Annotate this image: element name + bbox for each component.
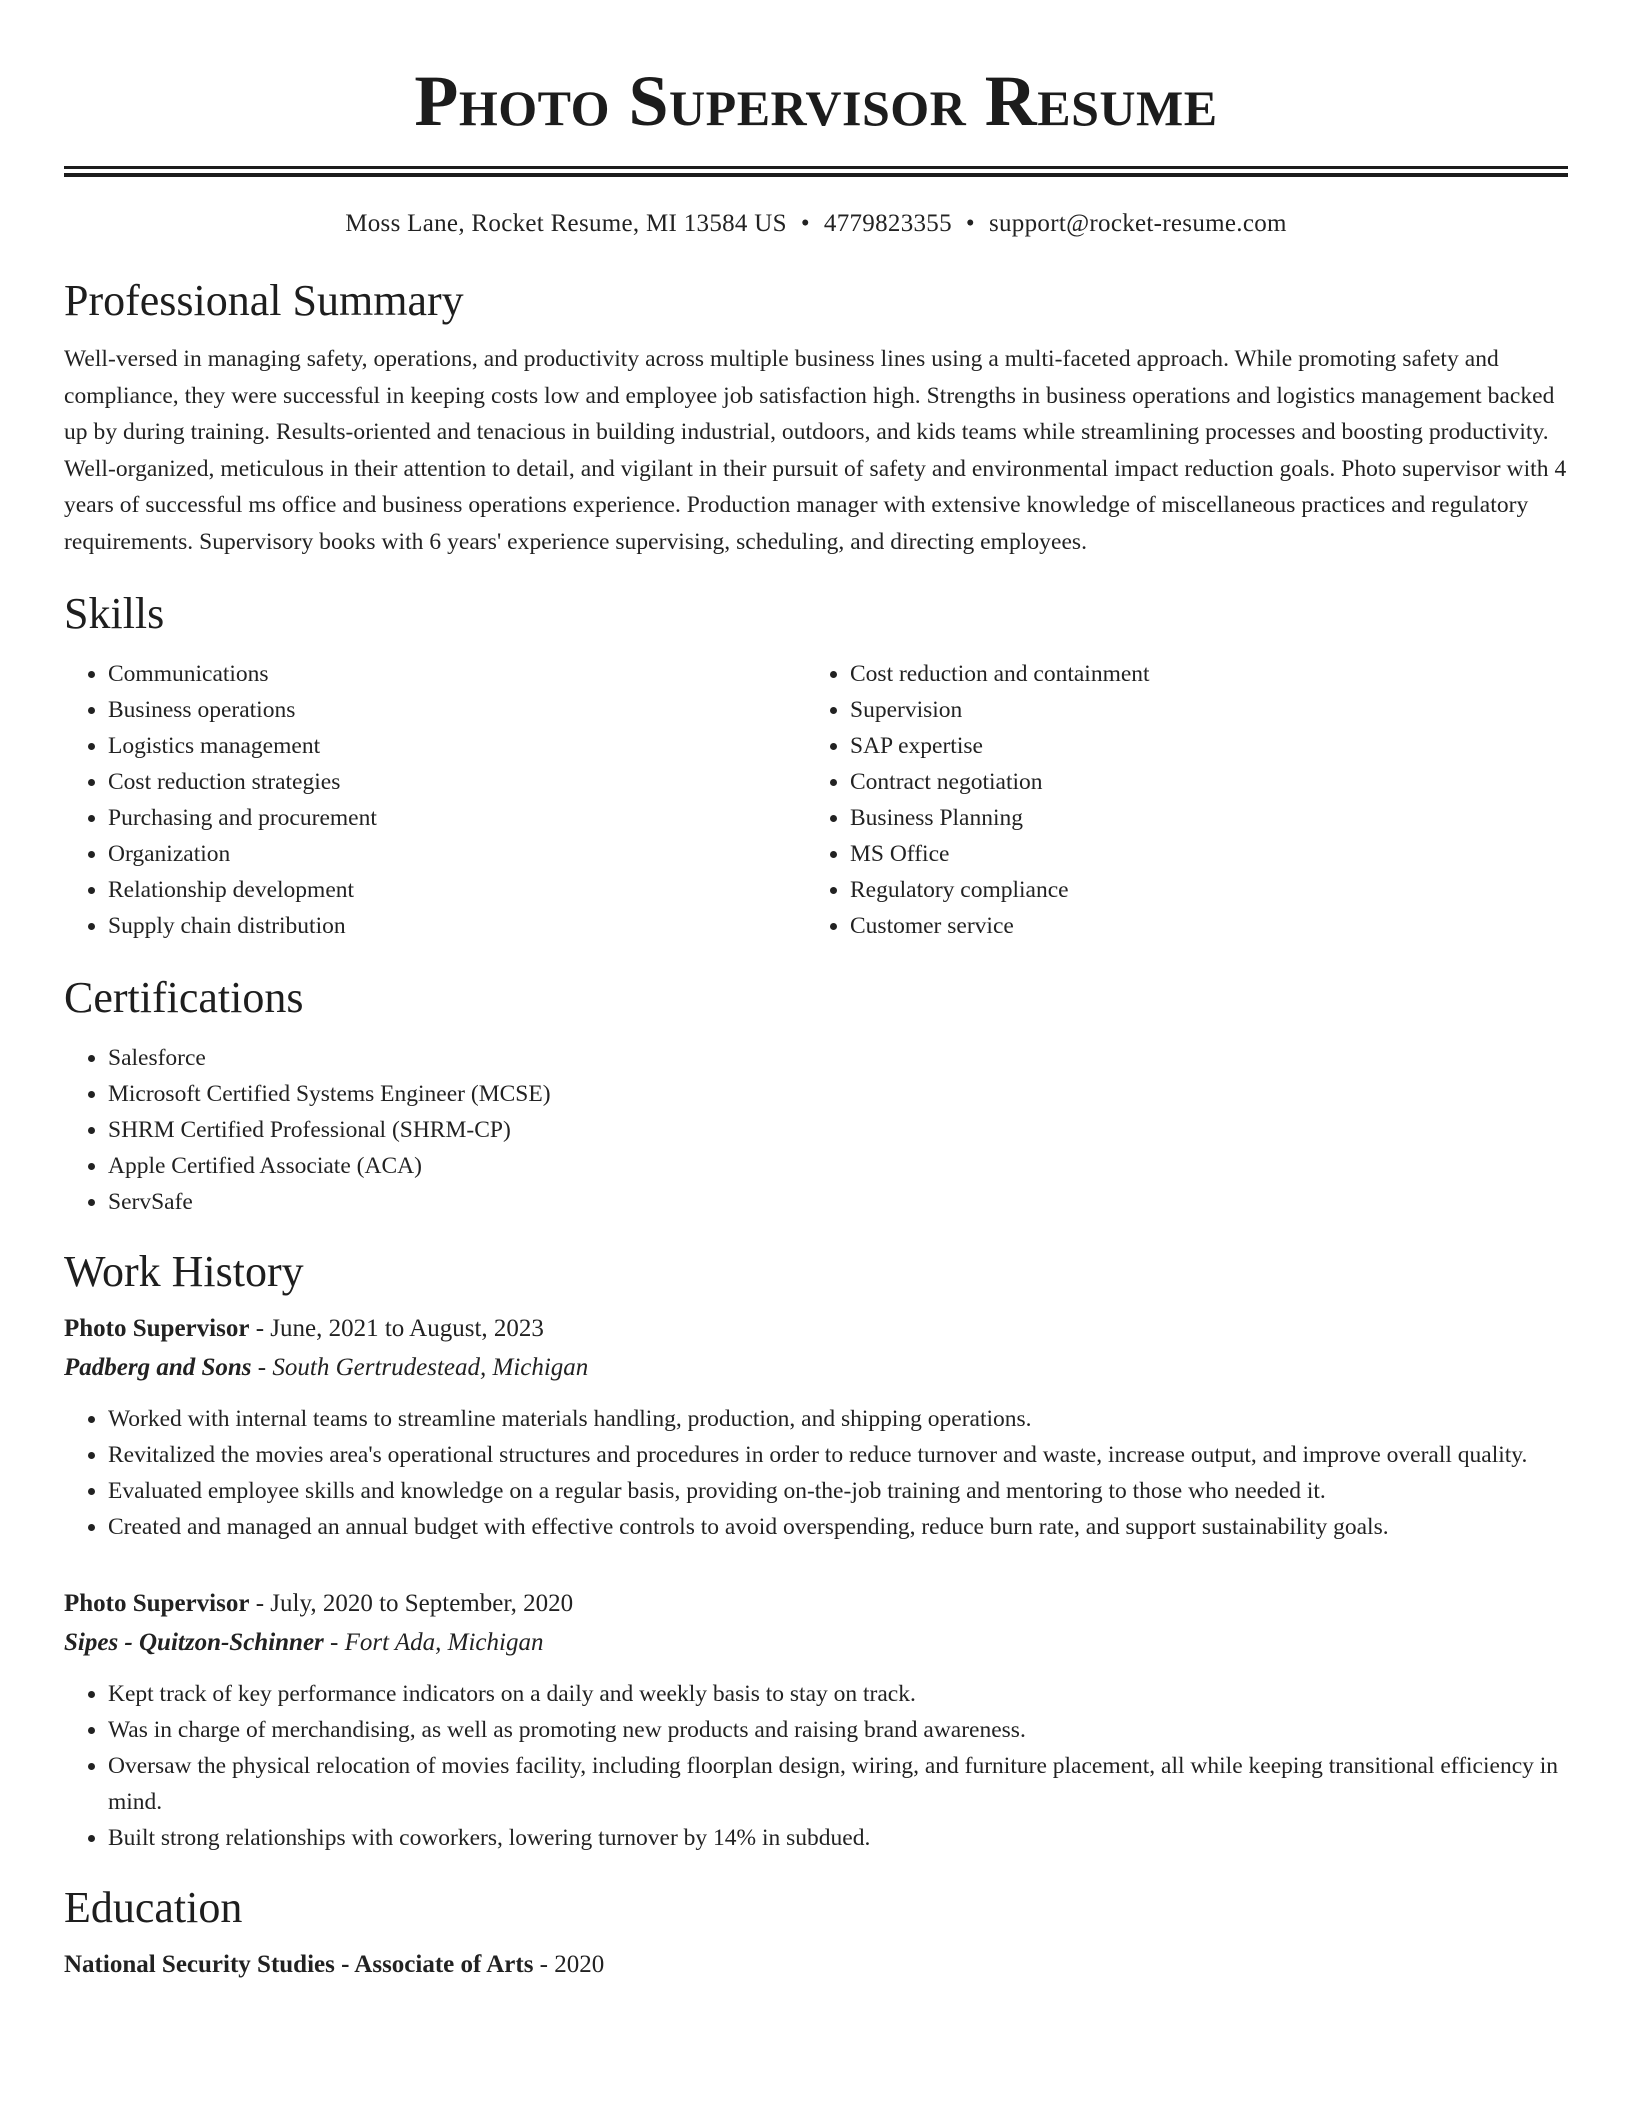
skill-item: • MS Office	[850, 836, 1150, 872]
title-double-rule	[64, 166, 1568, 177]
certification-item: • Microsoft Certified Systems Engineer (MCSE)	[108, 1076, 1568, 1112]
contact-separator: •	[800, 210, 810, 237]
job-location: - Fort Ada, Michigan	[323, 1629, 544, 1656]
job-bullet: • Evaluated employee skills and knowledge on a regular basis, providing on-the-job training and mentoring to those who needed it.	[108, 1473, 1568, 1509]
job-company-line	[64, 1628, 1568, 1658]
job-company: Padberg and Sons	[64, 1354, 252, 1381]
education-entry	[64, 1950, 1568, 1980]
skill-item: • Business Planning	[850, 800, 1150, 836]
certification-item: • SHRM Certified Professional (SHRM-CP)	[108, 1112, 1568, 1148]
contact-separator: •	[965, 210, 975, 237]
contact-address: Moss Lane, Rocket Resume, MI 13584 US	[345, 210, 787, 237]
skill-item: • SAP expertise	[850, 728, 1150, 764]
contact-phone: 4779823355	[823, 210, 952, 237]
job-dates: - July, 2020 to September, 2020	[249, 1590, 574, 1617]
education-heading: Education	[64, 1883, 243, 1932]
certifications-heading: Certifications	[64, 973, 304, 1022]
skill-item: • Contract negotiation	[850, 764, 1150, 800]
education-year: - 2020	[533, 1951, 605, 1978]
skill-item: • Business operations	[108, 692, 806, 728]
resume-title: Photo Supervisor Resume	[414, 61, 1218, 141]
skills-heading: Skills	[64, 589, 165, 638]
work-history-heading: Work History	[64, 1247, 304, 1296]
summary-text: Well-versed in managing safety, operations, and productivity across multiple business lines using a multi-faceted approach. While promoting safety and compliance, they were successful in keeping costs low and employee job satisfaction high. Strengths in business operations and logistics management backed up by during training. Results-oriented and tenacious in building industrial, outdoors, and kids teams while streamlining processes and boosting productivity. Well-organized, meticulous in their attention to detail, and vigilant in their pursuit of safety and environmental impact reduction goals. Photo supervisor with 4 years of successful ms office and business operations experience. Production manager with extensive knowledge of miscellaneous practices and regulatory requirements. Supervisory books with 6 years' experience supervising, scheduling, and directing employees.	[64, 346, 1567, 555]
job-dates: - June, 2021 to August, 2023	[249, 1315, 544, 1342]
job-title-line	[64, 1589, 1568, 1619]
job-bullet: • Worked with internal teams to streamline materials handling, production, and shipping operations.	[108, 1401, 1568, 1437]
skill-item: • Logistics management	[108, 728, 806, 764]
job-company-line	[64, 1353, 1568, 1383]
skill-item: • Supervision	[850, 692, 1150, 728]
certifications-list	[64, 1040, 1568, 1220]
skills-list	[64, 656, 1568, 944]
skills-column-left	[64, 656, 806, 944]
skill-item: • Regulatory compliance	[850, 872, 1150, 908]
certification-item: • ServSafe	[108, 1184, 1568, 1220]
job-bullet: • Built strong relationships with coworkers, lowering turnover by 14% in subdued.	[108, 1820, 1568, 1856]
skill-item: • Purchasing and procurement	[108, 800, 806, 836]
job-company: Sipes - Quitzon-Schinner	[64, 1629, 324, 1656]
education-degree: National Security Studies - Associate of Arts	[64, 1951, 534, 1978]
contact-line	[64, 209, 1568, 239]
job-bullet: • Created and managed an annual budget with effective controls to avoid overspending, reduce burn rate, and support sustainability goals.	[108, 1509, 1568, 1545]
job-entry	[64, 1589, 1568, 1856]
skill-item: • Organization	[108, 836, 806, 872]
job-bullet: • Oversaw the physical relocation of movies facility, including floorplan design, wiring, and furniture placement, all while keeping transitional efficiency in mind.	[108, 1748, 1568, 1820]
job-bullets	[64, 1676, 1568, 1856]
certification-item: • Apple Certified Associate (ACA)	[108, 1148, 1568, 1184]
job-bullet: • Revitalized the movies area's operational structures and procedures in order to reduce turnover and waste, increase output, and improve overall quality.	[108, 1437, 1568, 1473]
certification-item: • Salesforce	[108, 1040, 1568, 1076]
job-bullet: • Kept track of key performance indicators on a daily and weekly basis to stay on track.	[108, 1676, 1568, 1712]
contact-email: support@rocket-resume.com	[988, 210, 1287, 237]
skill-item: • Cost reduction strategies	[108, 764, 806, 800]
skills-column-right	[806, 656, 1150, 944]
job-bullet: • Was in charge of merchandising, as well as promoting new products and raising brand awareness.	[108, 1712, 1568, 1748]
skill-item: • Communications	[108, 656, 806, 692]
job-bullets	[64, 1401, 1568, 1545]
job-title-line	[64, 1314, 1568, 1344]
job-location: - South Gertrudestead, Michigan	[251, 1354, 589, 1381]
skill-item: • Supply chain distribution	[108, 908, 806, 944]
skill-item: • Cost reduction and containment	[850, 656, 1150, 692]
summary-heading: Professional Summary	[64, 276, 464, 325]
skill-item: • Relationship development	[108, 872, 806, 908]
job-title: Photo Supervisor	[64, 1315, 250, 1342]
job-title: Photo Supervisor	[64, 1590, 250, 1617]
skill-item: • Customer service	[850, 908, 1150, 944]
job-entry	[64, 1314, 1568, 1545]
